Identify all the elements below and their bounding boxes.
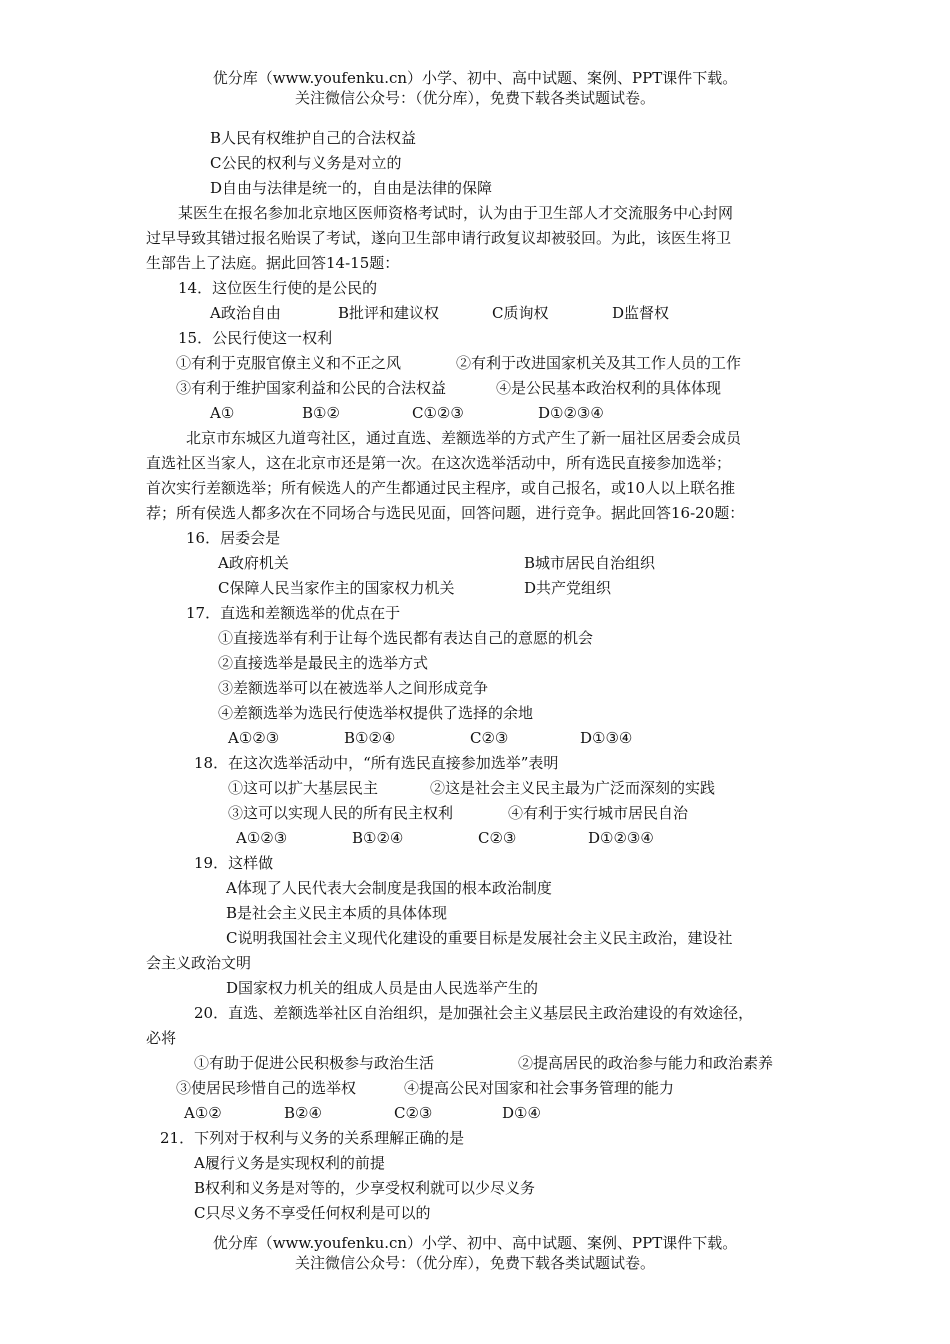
q19-stem: 19．这样做 — [194, 854, 274, 872]
q15-option-d: D①②③④ — [538, 404, 604, 422]
q21-option-a: A履行义务是实现权利的前提 — [194, 1154, 385, 1172]
q14-stem: 14．这位医生行使的是公民的 — [178, 279, 378, 297]
q17-statement-2: ②直接选举是最民主的选举方式 — [218, 654, 429, 672]
q16-option-b: B城市居民自治组织 — [524, 554, 656, 572]
passage1-line-1: 某医生在报名参加北京地区医师资格考试时，认为由于卫生部人才交流服务中心封网 — [178, 204, 734, 222]
q13-option-d: D自由与法律是统一的，自由是法律的保障 — [210, 179, 493, 197]
passage2-line-3: 首次实行差额选举；所有候选人的产生都通过民主程序，或自己报名，或10人以上联名推 — [146, 479, 736, 497]
q17-statement-3: ③差额选举可以在被选举人之间形成竞争 — [218, 679, 489, 697]
q17-option-c: C②③ — [470, 729, 509, 747]
header-line-2: 关注微信公众号：（优分库），免费下载各类试题试卷。 — [294, 89, 655, 107]
q20-option-b: B②④ — [284, 1104, 322, 1122]
q15-option-c: C①②③ — [412, 404, 464, 422]
passage2-line-1: 北京市东城区九道弯社区，通过直选、差额选举的方式产生了新一届社区居委会成员 — [186, 429, 742, 447]
q15-statement-2: ②有利于改进国家机关及其工作人员的工作 — [456, 354, 742, 372]
q17-option-d: D①③④ — [580, 729, 633, 747]
q18-option-b: B①②④ — [352, 829, 404, 847]
q19-option-c-line-2: 会主义政治文明 — [146, 954, 252, 972]
passage2-line-4: 荐；所有侯选人都多次在不同场合与选民见面，回答问题，进行竞争。据此回答16-20题： — [146, 504, 745, 522]
q18-option-d: D①②③④ — [588, 829, 654, 847]
header-line-1: 优分库（www.youfenku.cn）小学、初中、高中试题、案例、PPT课件下载。 — [212, 69, 738, 87]
q15-option-b: B①② — [302, 404, 340, 422]
passage2-line-2: 直选社区当家人，这在北京市还是第一次。在这次选举活动中，所有选民直接参加选举； — [146, 454, 732, 472]
q20-stem-line-1: 20．直选、差额选举社区自治组织，是加强社会主义基层民主政治建设的有效途径， — [194, 1004, 754, 1022]
q20-option-d: D①④ — [502, 1104, 541, 1122]
q16-stem: 16．居委会是 — [186, 529, 281, 547]
q18-statement-3: ③这可以实现人民的所有民主权利 — [228, 804, 454, 822]
q20-stem-line-2: 必将 — [146, 1029, 177, 1047]
q18-stem: 18．在这次选举活动中，“所有选民直接参加选举”表明 — [194, 754, 559, 772]
q13-option-b: B人民有权维护自己的合法权益 — [210, 129, 417, 147]
footer-line-2: 关注微信公众号：（优分库），免费下载各类试题试卷。 — [294, 1254, 655, 1272]
q18-statement-2: ②这是社会主义民主最为广泛而深刻的实践 — [430, 779, 716, 797]
q15-option-a: A① — [210, 404, 235, 422]
q20-statement-4: ④提高公民对国家和社会事务管理的能力 — [404, 1079, 675, 1097]
q17-statement-1: ①直接选举有利于让每个选民都有表达自己的意愿的机会 — [218, 629, 594, 647]
q19-option-c-line-1: C说明我国社会主义现代化建设的重要目标是发展社会主义民主政治，建设社 — [226, 929, 733, 947]
q17-statement-4: ④差额选举为选民行使选举权提供了选择的余地 — [218, 704, 534, 722]
q16-option-a: A政府机关 — [218, 554, 289, 572]
passage1-line-2: 过早导致其错过报名贻误了考试，遂向卫生部申请行政复议却被驳回。为此，该医生将卫 — [146, 229, 732, 247]
q17-option-b: B①②④ — [344, 729, 396, 747]
footer-line-1: 优分库（www.youfenku.cn）小学、初中、高中试题、案例、PPT课件下载。 — [212, 1234, 738, 1252]
passage1-line-3: 生部告上了法庭。据此回答14-15题： — [146, 254, 400, 272]
q14-option-c: C质询权 — [492, 304, 549, 322]
q13-option-c: C公民的权利与义务是对立的 — [210, 154, 402, 172]
q21-stem: 21．下列对于权利与义务的关系理解正确的是 — [160, 1129, 465, 1147]
q17-option-a: A①②③ — [228, 729, 280, 747]
q21-option-c: C只尽义务不享受任何权利是可以的 — [194, 1204, 431, 1222]
q16-option-d: D共产党组织 — [524, 579, 612, 597]
q15-statement-3: ③有利于维护国家利益和公民的合法权益 — [176, 379, 447, 397]
q18-statement-4: ④有利于实行城市居民自治 — [508, 804, 689, 822]
q20-statement-3: ③使居民珍惜自己的选举权 — [176, 1079, 357, 1097]
q19-option-a: A体现了人民代表大会制度是我国的根本政治制度 — [226, 879, 552, 897]
q15-statement-4: ④是公民基本政治权利的具体体现 — [496, 379, 722, 397]
q16-option-c: C保障人民当家作主的国家权力机关 — [218, 579, 455, 597]
q20-option-c: C②③ — [394, 1104, 433, 1122]
q14-option-a: A政治自由 — [210, 304, 281, 322]
q15-statement-1: ①有利于克服官僚主义和不正之风 — [176, 354, 402, 372]
q18-statement-1: ①这可以扩大基层民主 — [228, 779, 379, 797]
q18-option-a: A①②③ — [236, 829, 288, 847]
q21-option-b: B权利和义务是对等的，少享受权利就可以少尽义务 — [194, 1179, 536, 1197]
q14-option-d: D监督权 — [612, 304, 670, 322]
q20-statement-1: ①有助于促进公民积极参与政治生活 — [194, 1054, 435, 1072]
q20-statement-2: ②提高居民的政治参与能力和政治素养 — [518, 1054, 774, 1072]
q15-stem: 15．公民行使这一权利 — [178, 329, 333, 347]
q18-option-c: C②③ — [478, 829, 517, 847]
q20-option-a: A①② — [184, 1104, 222, 1122]
q17-stem: 17．直选和差额选举的优点在于 — [186, 604, 401, 622]
q19-option-d: D国家权力机关的组成人员是由人民选举产生的 — [226, 979, 539, 997]
q19-option-b: B是社会主义民主本质的具体体现 — [226, 904, 448, 922]
q14-option-b: B批评和建议权 — [338, 304, 440, 322]
